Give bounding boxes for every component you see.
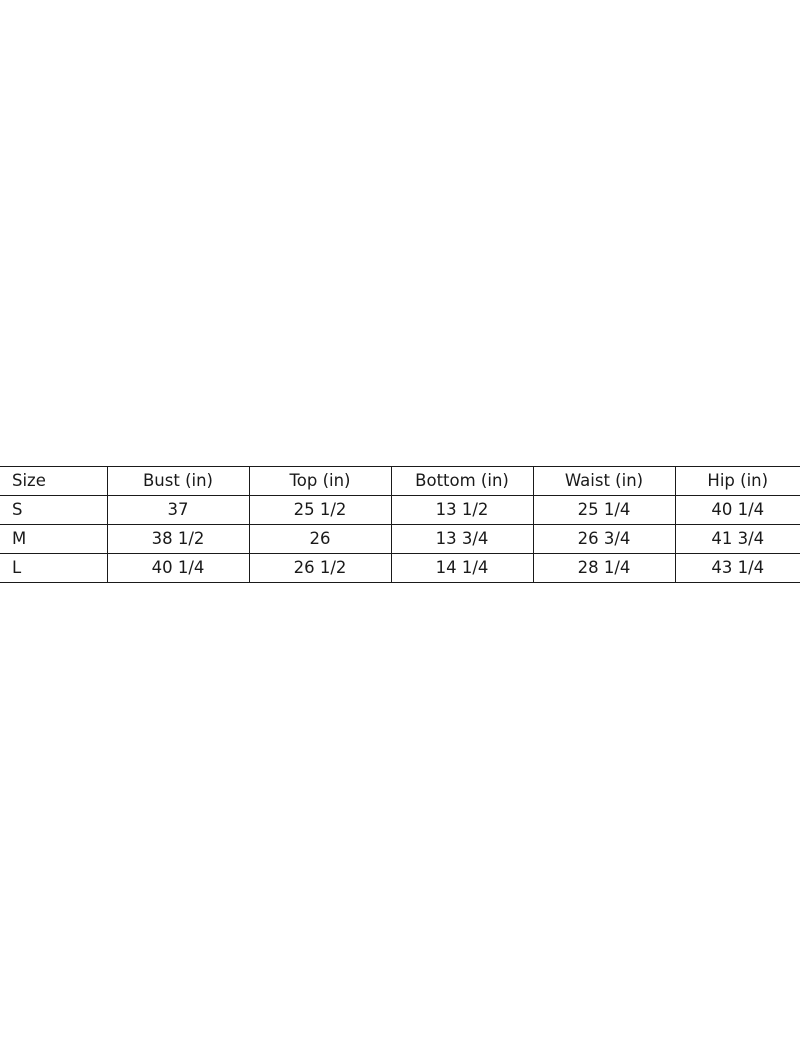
cell-bust: 37: [107, 496, 249, 525]
cell-hip: 40 1/4: [675, 496, 800, 525]
cell-top: 26: [249, 525, 391, 554]
cell-top: 26 1/2: [249, 554, 391, 583]
table-row: [0, 525, 800, 554]
size-chart-table: [0, 466, 800, 583]
cell-waist: 28 1/4: [533, 554, 675, 583]
cell-hip: 41 3/4: [675, 525, 800, 554]
table-header-row: [0, 467, 800, 496]
cell-bottom: 13 3/4: [391, 525, 533, 554]
column-header-size: Size: [0, 467, 107, 496]
table-row: [0, 496, 800, 525]
cell-size: M: [0, 525, 107, 554]
size-chart-container: [0, 466, 800, 583]
cell-waist: 25 1/4: [533, 496, 675, 525]
column-header-top: Top (in): [249, 467, 391, 496]
cell-size: L: [0, 554, 107, 583]
cell-bust: 40 1/4: [107, 554, 249, 583]
column-header-bottom: Bottom (in): [391, 467, 533, 496]
column-header-hip: Hip (in): [675, 467, 800, 496]
table-row: [0, 554, 800, 583]
cell-bottom: 14 1/4: [391, 554, 533, 583]
column-header-bust: Bust (in): [107, 467, 249, 496]
size-chart-header: [0, 467, 800, 496]
cell-top: 25 1/2: [249, 496, 391, 525]
column-header-waist: Waist (in): [533, 467, 675, 496]
cell-bottom: 13 1/2: [391, 496, 533, 525]
cell-bust: 38 1/2: [107, 525, 249, 554]
cell-hip: 43 1/4: [675, 554, 800, 583]
cell-size: S: [0, 496, 107, 525]
cell-waist: 26 3/4: [533, 525, 675, 554]
size-chart-body: [0, 496, 800, 583]
